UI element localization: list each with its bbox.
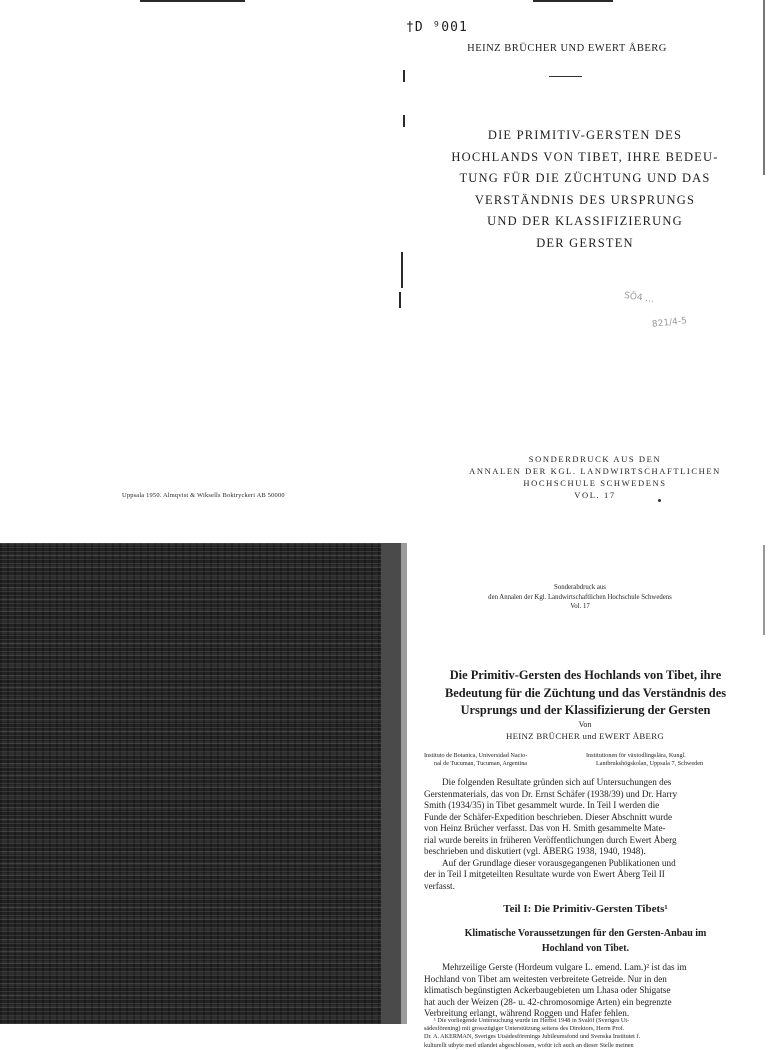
article-authors: HEINZ BRÜCHER und EWERT ÅBERG — [505, 731, 665, 741]
body-line: der in Teil I mitgeteilten Resultate wurde von Ewert Åberg Teil II — [424, 869, 665, 879]
affiliation-left — [424, 752, 574, 768]
cover-title-line: DIE PRIMITIV-GERSTEN DES — [487, 128, 683, 142]
body-line: Mehrzeilige Gerste (Hordeum vulgare L. emend. Lam.)² ist das im — [442, 962, 687, 972]
article-title-line: Ursprungs und der Klassifizierung der Gersten — [460, 703, 711, 717]
footnote-line: Dr. A. AKERMAN, Sveriges Utsädesförenings Jubileumsfond und Svenska Institutet f. — [424, 1033, 641, 1041]
article-title-line: Die Primitiv-Gersten des Hochlands von Tibet, ihre — [449, 668, 722, 682]
cover-authors: HEINZ BRÜCHER UND EWERT ÅBERG — [467, 43, 667, 54]
article-title — [413, 667, 758, 720]
offprint-line: den Annalen der Kgl. Landwirtschaftlichen Hochschule Schwedens — [488, 593, 672, 601]
body-line: beschrieben und diskutiert (vgl. ÅBERG 1938, 1940, 1948). — [424, 846, 646, 856]
dark-scanned-page — [0, 543, 381, 1024]
section-heading-line: Hochland von Tibet. — [541, 942, 630, 954]
offprint-line: Sonderabdruck aus — [554, 584, 606, 591]
body-line: verfasst. — [424, 880, 455, 891]
body-line: rial wurde bereits in früheren Veröffentlichungen durch Ewert Åberg — [424, 834, 677, 845]
scan-mark — [401, 252, 403, 288]
body-line: Auf der Grundlage dieser vorausgegangenen Publikationen und — [442, 857, 676, 868]
cover-title-line: DER GERSTEN — [536, 235, 634, 250]
cover-title-line: VERSTÄNDNIS DES URSPRUNGS — [474, 192, 696, 207]
offprint-line: Vol. 17 — [570, 603, 590, 610]
sonderdruck-line: VOL. 17 — [574, 490, 616, 500]
section-heading — [424, 927, 747, 956]
cover-sonderdruck — [450, 453, 740, 501]
body-line: Hochland von Tibet am weitesten verbreitete Getreide. Nur in den — [424, 973, 667, 984]
body-line: von Heinz Brücher verfasst. Das von H. Smith gesammelte Mate- — [424, 823, 666, 833]
part-heading: Teil I: Die Primitiv-Gersten Tibets¹ — [503, 903, 668, 915]
article-title-line: Bedeutung für die Züchtung und das Verständnis des — [444, 685, 727, 700]
footnote-line: ¹ Die vorliegende Untersuchung wurde im Herbst 1948 in Svalöf (Sveriges Ut- — [434, 1017, 630, 1024]
scan-mark — [763, 545, 765, 635]
body-paragraph — [424, 962, 747, 1020]
affiliation-line: nal de Tucuman, Tucuman, Argentina — [434, 760, 528, 767]
cover-title — [420, 125, 750, 255]
scan-mark — [399, 292, 401, 308]
page-gutter-shadow — [381, 543, 401, 1024]
scan-edge-mark-right — [533, 0, 613, 2]
offprint-note — [430, 583, 730, 612]
cover-title-line: HOCHLANDS VON TIBET, IHRE BEDEU- — [451, 149, 719, 164]
cover-title-line: UND DER KLASSIFIZIERUNG — [487, 214, 683, 229]
body-line: Funde der Schäfer-Expedition beschrieben. Dieser Abschnitt wurde — [424, 811, 673, 822]
intro-paragraph — [424, 777, 747, 892]
footnote — [424, 1017, 747, 1050]
body-line: Smith (1934/35) in Tibet gesammelt wurde. In Teil I werden die — [424, 800, 660, 810]
article-von: Von — [578, 720, 592, 729]
body-line: Die folgenden Resultate gründen sich auf Untersuchungen des — [442, 777, 672, 787]
footnote-line: sädesförening) mit grosszügiger Unterstützung seitens des Direktors, Herrn Prof. — [424, 1025, 625, 1033]
scan-mark — [403, 70, 405, 82]
affiliation-right — [586, 752, 746, 768]
body-line: hat auch der Weizen (28- u. 42-chromosomige Arten) ein begrenzte — [424, 996, 672, 1007]
sonderdruck-line: SONDERDRUCK AUS DEN — [528, 454, 662, 464]
cover-rule — [549, 76, 582, 77]
scan-dot — [658, 499, 661, 502]
scan-mark — [403, 115, 405, 127]
pencil-note: 821/4-5 — [651, 316, 688, 330]
body-line: Verbreitung erlangt, während Roggen und Hafer fehlen. — [424, 1008, 630, 1018]
scan-mark — [763, 0, 765, 175]
section-heading-line: Klimatische Voraussetzungen für den Gersten-Anbau im — [464, 928, 707, 939]
body-line: klimatisch begünstigten Ackerbaugebieten um Lhasa oder Shigatse — [424, 985, 671, 995]
handwritten-reference: †D ⁹001 — [406, 20, 468, 35]
affiliation-line: Instituto de Botanica, Universidad Nacio- — [424, 752, 528, 759]
page-gutter-edge — [401, 543, 407, 1024]
sonderdruck-line: HOCHSCHULE SCHWEDENS — [523, 478, 667, 488]
sonderdruck-line: ANNALEN DER KGL. LANDWIRTSCHAFTLICHEN — [469, 466, 721, 476]
cover-printer-line: Uppsala 1950. Almqvist & Wiksells Boktryckeri AB 50000 — [122, 492, 285, 499]
scan-edge-mark-left — [140, 0, 245, 2]
cover-title-line: TUNG FÜR DIE ZÜCHTUNG UND DAS — [459, 171, 711, 186]
body-line: Gerstenmaterials, das von Dr. Ernst Schäfer (1938/39) und Dr. Harry — [424, 788, 678, 799]
affiliation-line: Institutionen för växtodlingslära, Kungl. — [586, 752, 686, 759]
pencil-note: SÖ4 ... — [623, 290, 655, 306]
affiliation-line: Lantbrukshögskolan, Uppsala 7, Schweden — [596, 760, 704, 767]
footnote-line: kulturellt utbyte med utlandet abgeschlossen, wofür ich auch an dieser Stelle meinen — [424, 1041, 634, 1049]
